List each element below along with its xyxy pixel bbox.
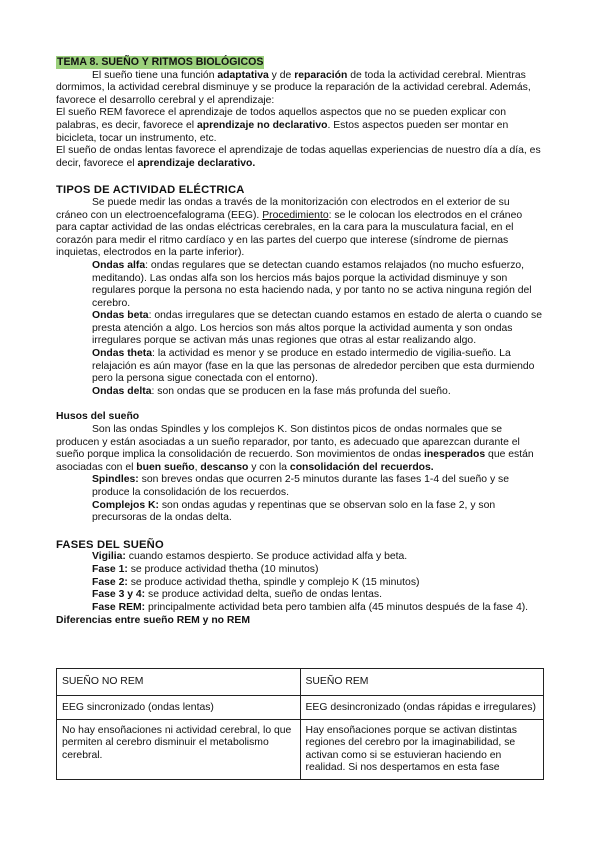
differences-heading: Diferencias entre sueño REM y no REM bbox=[56, 615, 251, 627]
intro-paragraph-2: El sueño REM favorece el aprendizaje de todos aquellos aspectos que no se pueden explicar con palabras, es decir, favorece el aprendizaje no declarativo. Estos aspectos pueden ser montar en bicicleta, tocar un instrumento, etc. bbox=[56, 107, 509, 144]
phase-item-vigilia: Vigilia: cuando estamos despierto. Se produce actividad alfa y beta. bbox=[92, 551, 408, 563]
table-cell: SUEÑO NO REM bbox=[57, 669, 301, 696]
wave-item-delta: Ondas delta: son ondas que se producen en la fase más profunda del sueño. bbox=[92, 385, 451, 397]
activity-heading: TIPOS DE ACTIVIDAD ELÉCTRICA bbox=[56, 184, 245, 197]
table-cell: EEG sincronizado (ondas lentas) bbox=[57, 696, 301, 720]
table-row bbox=[57, 720, 544, 780]
document-body bbox=[56, 56, 544, 628]
intro-paragraph-1: El sueño tiene una función adaptativa y de reparación de toda la actividad cerebral. Mientras dormimos, la actividad cerebral disminuye y se produce la reparación de la actividad cerebral. Además, favorece el desarrollo cerebral y el aprendizaje: bbox=[56, 69, 531, 106]
table-cell: No hay ensoñaciones ni actividad cerebral, lo que permiten al cerebro disminuir el metabolismo cerebral. bbox=[57, 720, 301, 780]
table-row bbox=[57, 696, 544, 720]
husos-heading: Husos del sueño bbox=[56, 411, 140, 423]
activity-paragraph: Se puede medir las ondas a través de la monitorización con electrodos en el exterior de su cráneo con un electroencefalograma (EEG). Procedimiento: se le colocan los electrodos en el cráneo para captar actividad de las ondas eléctricas cerebrales, en la cara para la musculatura facial, en el corazón para medir el ritmo cardíaco y en las partes del cuerpo que interese (síndrome de piernas inquietas, electrodos en la parte inferior). bbox=[56, 196, 523, 259]
wave-item-alfa: Ondas alfa: ondas regulares que se detectan cuando estamos relajados (no mucho esfuerzo, meditando). Las ondas alfa son los hercios más bajos porque la actividad disminuye y son regulares porque la persona no esta haciendo nada, y por tanto no se activa ninguna región del cerebro. bbox=[92, 259, 532, 309]
phases-list bbox=[56, 551, 544, 614]
table-cell: Hay ensoñaciones porque se activan distintas regiones del cerebro por la imaginabilidad, se activan como si se estuvieran haciendo en realidad. Si nos despertamos en esta fase bbox=[300, 720, 544, 780]
table-cell: EEG desincronizado (ondas rápidas e irregulares) bbox=[300, 696, 544, 720]
phase-item-fase-rem: Fase REM: principalmente actividad beta pero tambien alfa (45 minutos después de la fase 4). bbox=[92, 601, 529, 613]
intro-paragraph-3: El sueño de ondas lentas favorece el aprendizaje de todas aquellas experiencias de nuestro día a día, es decir, favorece el aprendizaje declarativo. bbox=[56, 145, 541, 169]
wave-item-theta: Ondas theta: la actividad es menor y se produce en estado intermedio de vigilia-sueño. La relajación es aún mayor (fase en la que las personas de alrededor perciben que esta durmiendo pero la persona sigue conectada con el entorno). bbox=[92, 348, 535, 385]
phase-item-fase-2: Fase 2: se produce actividad thetha, spindle y complejo K (15 minutos) bbox=[92, 576, 420, 588]
phase-item-fase-3-4: Fase 3 y 4: se produce actividad delta, sueño de ondas lentas. bbox=[92, 589, 382, 601]
phase-item-fase-1: Fase 1: se produce actividad thetha (10 minutos) bbox=[92, 563, 319, 575]
table-header-row bbox=[57, 669, 544, 696]
husos-list bbox=[56, 474, 544, 524]
wave-item-beta: Ondas beta: ondas irregulares que se detectan cuando estamos en estado de alerta o cuando se presta atención a algo. Los hercios son más altos porque la actividad aumenta y son ondas irregulares porque se activan más unas regiones que otras al estar realizando algo. bbox=[92, 310, 542, 347]
wave-list bbox=[56, 260, 544, 399]
husos-item-spindles: Spindles: son breves ondas que ocurren 2-5 minutos durante las fases 1-4 del sueño y se produce la consolidación de los recuerdos. bbox=[92, 474, 510, 498]
document-title: TEMA 8. SUEÑO Y RITMOS BIOLÓGICOS bbox=[57, 56, 264, 68]
husos-item-complejos-k: Complejos K: son ondas agudas y repentinas que se observan solo en la fase 2, y son precursoras de la ondas delta. bbox=[92, 499, 496, 524]
husos-paragraph: Son las ondas Spindles y los complejos K. Son distintos picos de ondas normales que se producen y están asociadas a un sueño reparador, por tanto, es adecuado que aparezcan durante el sueño porque implica la consolidación de recuerdo. Son movimientos de ondas inesperados que están asociadas con el buen sueño, descanso y con la consolidación del recuerdos. bbox=[56, 424, 534, 473]
phases-heading: FASES DEL SUEÑO bbox=[56, 538, 164, 551]
table-cell: SUEÑO REM bbox=[300, 669, 544, 696]
rem-comparison-table bbox=[56, 668, 544, 780]
